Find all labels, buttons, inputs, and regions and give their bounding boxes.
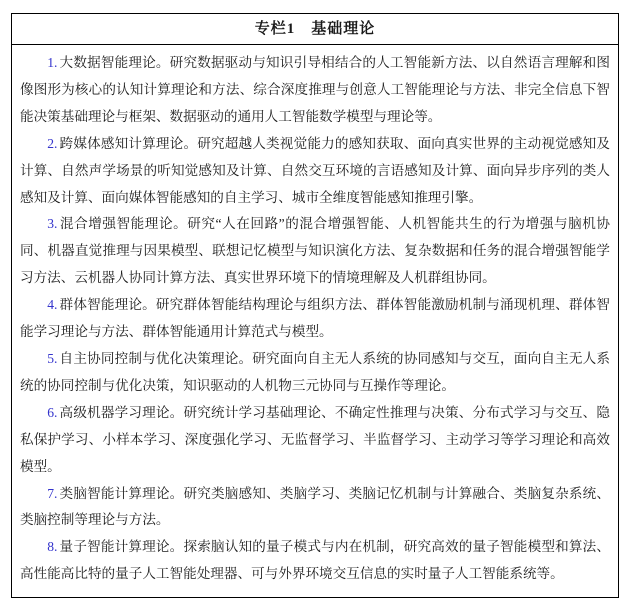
- column-box-basic-theory: [11, 13, 619, 598]
- paragraph-text: 群体智能理论。研究群体智能结构理论与组织方法、群体智能激励机制与涌现机理、群体智能学习理论与方法、群体智能通用计算范式与模型。: [20, 297, 610, 340]
- paragraph-number: 2.: [47, 135, 58, 151]
- paragraph-hybrid-augmented-intelligence: [20, 211, 610, 292]
- paragraph-advanced-machine-learning: [20, 400, 610, 481]
- paragraph-number: 8.: [47, 539, 58, 555]
- paragraph-text: 量子智能计算理论。探索脑认知的量子模式与内在机制，研究高效的量子智能模型和算法、高性能高比特的量子人工智能处理器、可与外界环境交互信息的实时量子人工智能系统等。: [20, 539, 610, 582]
- paragraph-text: 大数据智能理论。研究数据驱动与知识引导相结合的人工智能新方法、以自然语言理解和图像图形为核心的认知计算理论和方法、综合深度推理与创意人工智能理论与方法、非完全信息下智能决策基础理论与框架、数据驱动的通用人工智能数学模型与理论等。: [20, 55, 610, 124]
- paragraph-quantum-intelligent-computing: [20, 534, 610, 588]
- paragraph-text: 跨媒体感知计算理论。研究超越人类视觉能力的感知获取、面向真实世界的主动视觉感知及计算、自然声学场景的听知觉感知及计算、自然交互环境的言语感知及计算、面向异步序列的类人感知及计算、面向媒体智能感知的自主学习、城市全维度智能感知推理引擎。: [20, 135, 610, 205]
- paragraph-number: 6.: [47, 404, 58, 420]
- paragraph-text: 自主协同控制与优化决策理论。研究面向自主无人系统的协同感知与交互，面向自主无人系统的协同控制与优化决策，知识驱动的人机物三元协同与互操作等理论。: [20, 350, 610, 393]
- paragraph-big-data-intelligence: [20, 50, 610, 131]
- paragraph-text: 混合增强智能理论。研究“人在回路”的混合增强智能、人机智能共生的行为增强与脑机协同、机器直觉推理与因果模型、联想记忆模型与知识演化方法、复杂数据和任务的混合增强智能学习方法、云机器人协同计算方法、真实世界环境下的情境理解及人机群组协同。: [20, 216, 610, 286]
- paragraph-number: 1.: [47, 55, 58, 70]
- panel-title: 专栏1 基础理论: [12, 14, 618, 45]
- paragraph-number: 7.: [47, 485, 58, 501]
- paragraph-swarm-intelligence: [20, 292, 610, 346]
- paragraph-brain-inspired-computing: [20, 481, 610, 535]
- paragraph-text: 高级机器学习理论。研究统计学习基础理论、不确定性推理与决策、分布式学习与交互、隐私保护学习、小样本学习、深度强化学习、无监督学习、半监督学习、主动学习等学习理论和高效模型。: [20, 404, 610, 474]
- paragraph-cross-media-perception: [20, 131, 610, 212]
- paragraph-number: 5.: [47, 350, 58, 366]
- paragraph-number: 3.: [47, 216, 58, 232]
- panel-body: [12, 45, 618, 597]
- paragraph-text: 类脑智能计算理论。研究类脑感知、类脑学习、类脑记忆机制与计算融合、类脑复杂系统、类脑控制等理论与方法。: [20, 485, 610, 528]
- paragraph-autonomous-collaborative-control: [20, 346, 610, 400]
- paragraph-number: 4.: [47, 297, 58, 313]
